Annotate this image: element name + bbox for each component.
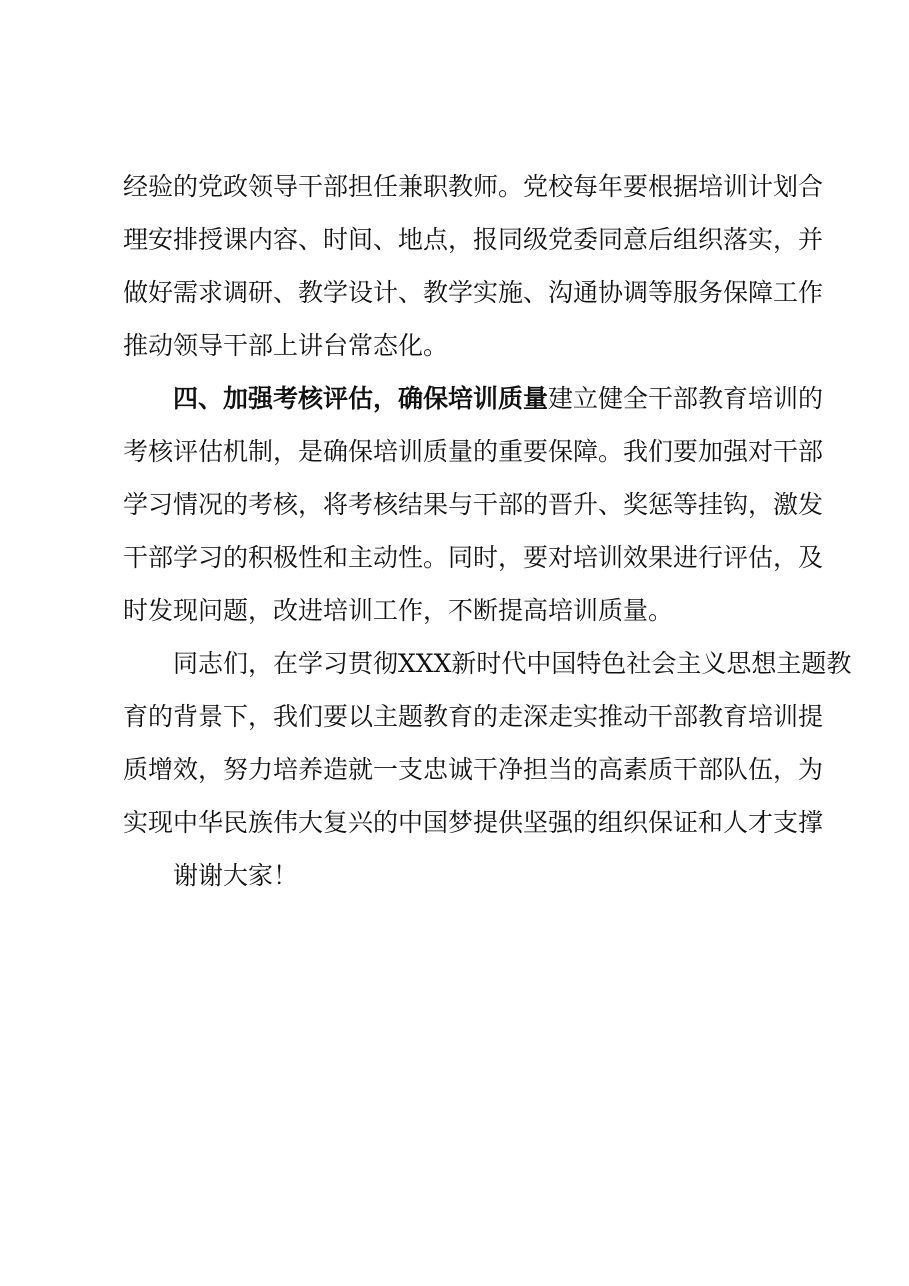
paragraph-line: 同志们，在学习贯彻XXX新时代中国特色社会主义思想主题教 xyxy=(173,649,852,678)
closing-thanks: 谢谢大家！ xyxy=(173,861,299,890)
section-heading-continuation: 建立健全干部教育培训的 xyxy=(548,384,824,413)
paragraph-line: 理安排授课内容、时间、地点，报同级党委同意后组织落实，并 xyxy=(123,225,824,254)
paragraph-line: 学习情况的考核，将考核结果与干部的晋升、奖惩等挂钩，激发 xyxy=(123,490,824,519)
paragraph-line: 实现中华民族伟大复兴的中国梦提供坚强的组织保证和人才支撑 xyxy=(123,808,824,837)
document-body xyxy=(123,160,852,902)
paragraph-line: 经验的党政领导干部担任兼职教师。党校每年要根据培训计划合 xyxy=(123,172,824,201)
section-heading: 四、加强考核评估，确保培训质量 xyxy=(173,384,549,413)
paragraph-line: 干部学习的积极性和主动性。同时，要对培训效果进行评估，及 xyxy=(123,543,824,572)
section-heading-line xyxy=(123,372,823,425)
paragraph-line: 考核评估机制，是确保培训质量的重要保障。我们要加强对干部 xyxy=(123,437,824,466)
paragraph-line: 时发现问题，改进培训工作，不断提高培训质量。 xyxy=(123,596,674,625)
paragraph-line: 推动领导干部上讲台常态化。 xyxy=(123,331,449,360)
paragraph-line: 育的背景下，我们要以主题教育的走深走实推动干部教育培训提 xyxy=(123,702,824,731)
paragraph-line: 质增效，努力培养造就一支忠诚干净担当的高素质干部队伍，为 xyxy=(123,755,824,784)
paragraph-line: 做好需求调研、教学设计、教学实施、沟通协调等服务保障工作 xyxy=(123,278,824,307)
